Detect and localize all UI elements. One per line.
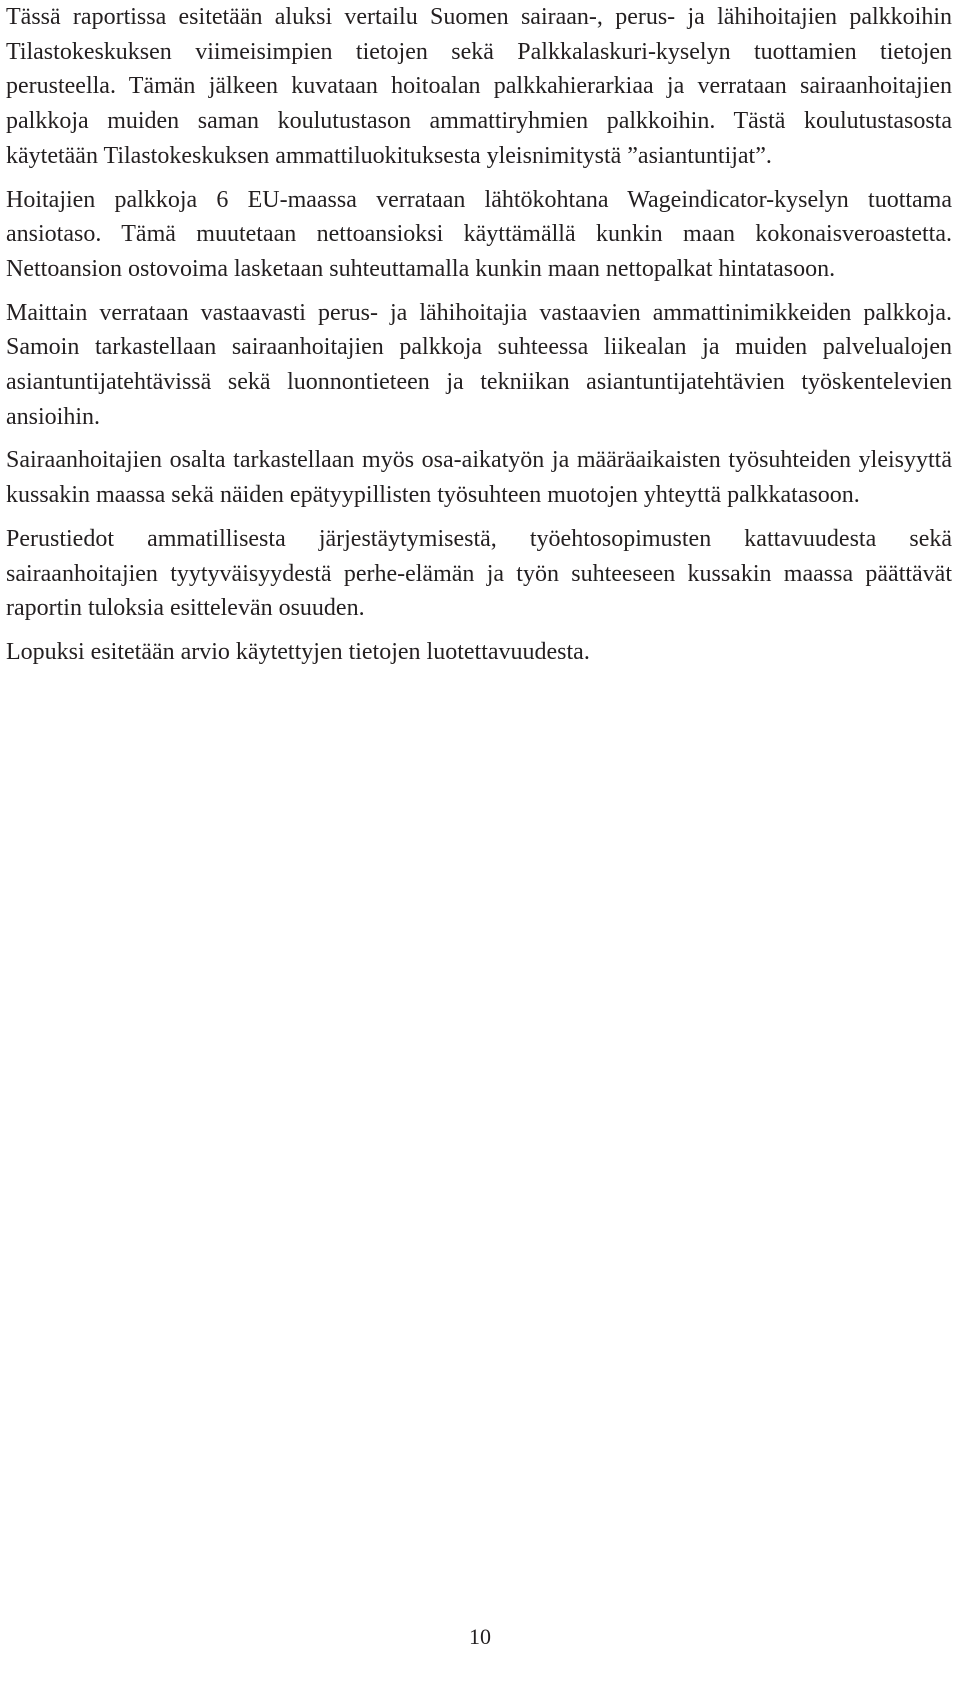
body-text [6,0,952,679]
paragraph-eu-comparison: Hoitajien palkkoja 6 EU-maassa verrataan lähtökohtana Wageindicator-kyselyn tuottama ansiotaso. Tämä muutetaan nettoansioksi käyttämällä kunkin maan kokonaisveroastetta. Nettoansion ostovoima lasketaan suhteuttamalla kunkin maan nettopalkat hintatasoon. [6,186,952,282]
paragraph-country-comparison: Maittain verrataan vastaavasti perus- ja lähihoitajia vastaavien ammattinimikkeiden palkkoja. Samoin tarkastellaan sairaanhoitajien palkkoja suhteessa liikealan ja muiden palvelualojen asiantuntijatehtävissä sekä luonnontieteen ja tekniikan asiantuntijatehtävien työskentelevien ansioihin. [6,299,952,430]
paragraph-employment-types: Sairaanhoitajien osalta tarkastellaan myös osa-aikatyön ja määräaikaisten työsuhteiden yleisyyttä kussakin maassa sekä näiden epätyypillisten työsuhteen muotojen yhteyttä palkkatasoon. [6,447,952,509]
paragraph-intro: Tässä raportissa esitetään aluksi vertailu Suomen sairaan-, perus- ja lähihoitajien palkkoihin Tilastokeskuksen viimeisimpien tietojen sekä Palkkalaskuri-kyselyn tuottamien tietojen perusteella. Tämän jälkeen kuvataan hoitoalan palkkahierarkiaa ja verrataan sairaanhoitajien palkkoja muiden saman koulutustason ammattiryhmien palkkoihin. Tästä koulutustasosta käytetään Tilastokeskuksen ammattiluokituksesta yleisnimitystä ”asiantuntijat”. [6,4,952,169]
paragraph-basic-info: Perustiedot ammatillisesta järjestäytymisestä, työehtosopimusten kattavuudesta sekä sairaanhoitajien tyytyväisyydestä perhe-elämän ja työn suhteeseen kussakin maassa päättävät raportin tuloksia esittelevän osuuden. [6,525,952,622]
paragraph-reliability: Lopuksi esitetään arvio käytettyjen tietojen luotettavuudesta. [6,638,590,665]
page-number: 10 [469,1624,491,1649]
